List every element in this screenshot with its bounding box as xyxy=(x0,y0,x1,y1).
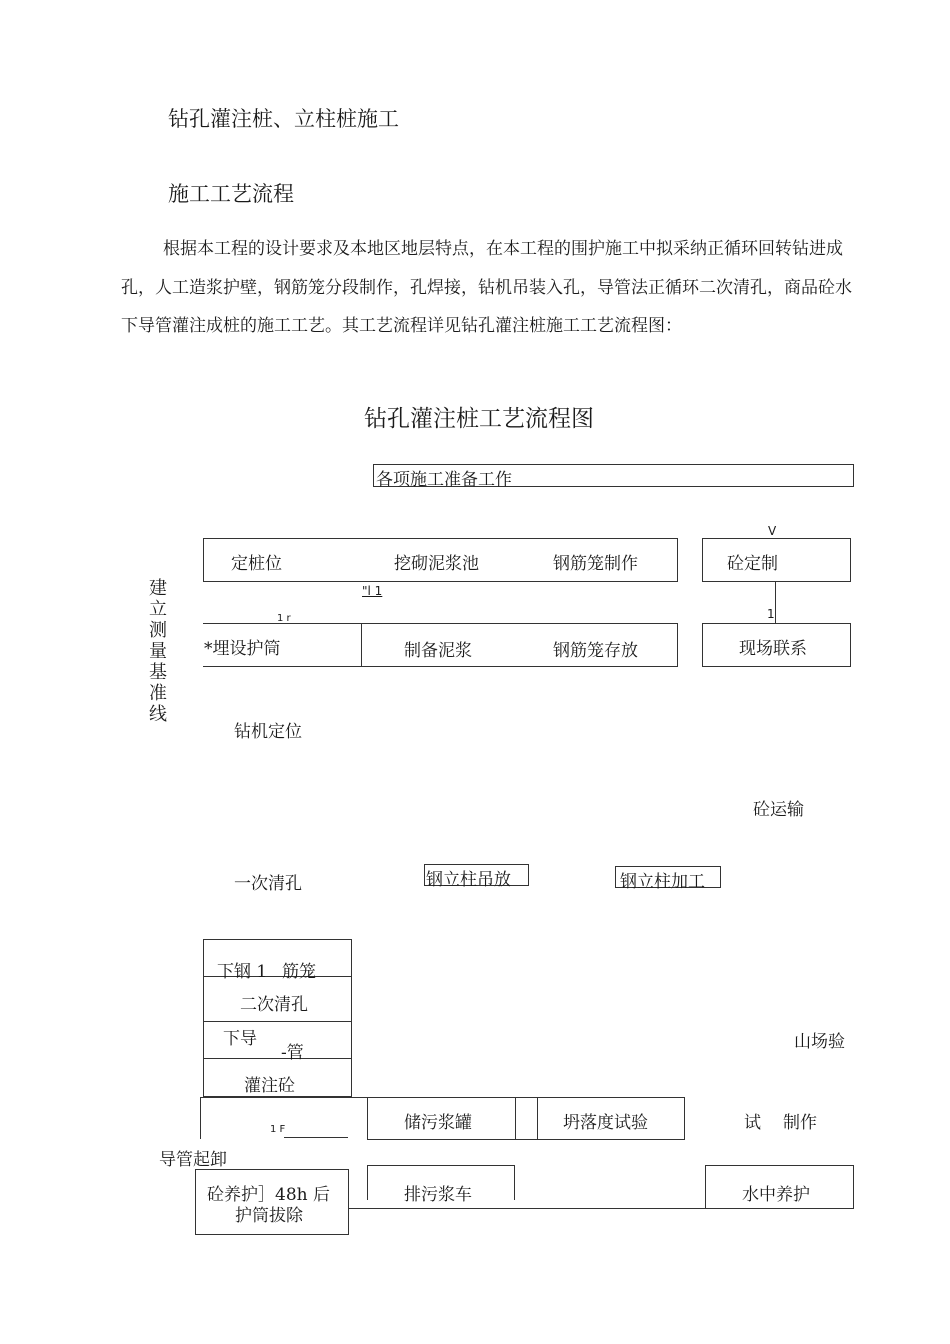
lower-pipe-label-b: -管 xyxy=(281,1043,304,1063)
water-curing-label: 水中养护 xyxy=(742,1185,810,1205)
survey-baseline-label: 建立测量基准线 xyxy=(149,578,167,725)
slurry-truck-right xyxy=(514,1165,515,1200)
rebar-cage-make-label: 钢筋笼制作 xyxy=(553,554,638,574)
slurry-truck-top xyxy=(367,1165,515,1166)
row2-right-edge xyxy=(677,623,678,666)
curing-label-a: 砼养护］48h 后 xyxy=(207,1185,330,1205)
slurry-truck-label: 排污浆车 xyxy=(404,1185,472,1205)
curing-label-b: 护筒拔除 xyxy=(235,1206,303,1226)
prepare-mud-label: 制备泥浆 xyxy=(404,641,472,661)
flowchart-title: 钻孔灌注桩工艺流程图 xyxy=(364,406,594,432)
drill-position-label: 钻机定位 xyxy=(234,722,302,742)
bottom-row-divider-3 xyxy=(537,1097,538,1139)
second-clean-label: 二次清孔 xyxy=(240,995,308,1015)
bottom-row-divider-1 xyxy=(367,1097,368,1139)
stake-position-label: 定桩位 xyxy=(231,554,282,574)
stack-divider-3 xyxy=(203,1058,352,1059)
test-make-label-a: 试 xyxy=(744,1113,761,1133)
mark-l1: "l 1 xyxy=(362,584,383,598)
prep-label: 各项施工准备工作 xyxy=(376,470,512,490)
lower-pipe-label-a: 下导 xyxy=(223,1029,257,1049)
connector-line xyxy=(775,582,776,624)
mark-1r: 1 r xyxy=(277,613,291,624)
row2-bottom-line xyxy=(203,666,678,667)
bottom-row-top-line xyxy=(200,1097,685,1098)
row2-top-line xyxy=(203,623,678,624)
rebar-cage-store-label: 钢筋笼存放 xyxy=(553,641,638,661)
arrow-mark-v: V xyxy=(768,524,777,538)
section-heading: 钻孔灌注桩、立柱桩施工 xyxy=(168,107,399,131)
bottom-row-left-edge xyxy=(200,1097,201,1139)
column-hoist-label: 钢立柱吊放 xyxy=(426,870,511,890)
mud-pit-label: 挖砌泥浆池 xyxy=(394,554,479,574)
bottom-row-right-edge xyxy=(684,1097,685,1139)
column-process-label: 钢立柱加工 xyxy=(620,872,705,892)
body-paragraph: 根据本工程的设计要求及本地区地层特点，在本工程的围护施工中拟采纳正循环回转钻进成孔，人工造浆护壁，钢筋笼分段制作，孔焊接，钻机吊装入孔，导管法正循环二次清孔，商品砼水下导管灌注成桩的施工工艺。其工艺流程详见钻孔灌注桩施工工艺流程图： xyxy=(121,239,852,336)
pipe-remove-label: 导管起卸 xyxy=(159,1150,227,1170)
mark-1: 1 xyxy=(767,607,775,621)
concrete-transport-label: 砼运输 xyxy=(753,800,804,820)
lower-cage-label-a: 下钢 1 xyxy=(217,962,268,982)
subsection-heading: 施工工艺流程 xyxy=(168,182,294,206)
lower-cage-label-b: 筋笼 xyxy=(282,962,316,982)
onsite-check-label: 山场验 xyxy=(794,1032,845,1052)
casing-label: *埋设护筒 xyxy=(204,639,281,659)
test-make-label-b: 制作 xyxy=(783,1113,817,1133)
first-clean-label: 一次清孔 xyxy=(234,874,302,894)
stack-divider-2 xyxy=(203,1021,352,1022)
slurry-truck-left xyxy=(367,1165,368,1200)
row2-divider xyxy=(361,623,362,666)
slurry-tank-label: 储污浆罐 xyxy=(404,1113,472,1133)
bottom-row-bottom-line xyxy=(367,1139,685,1140)
mark-1f: 1 F xyxy=(270,1124,286,1135)
slump-test-label: 坍落度试验 xyxy=(563,1113,648,1133)
pour-concrete-label: 灌注砼 xyxy=(244,1076,295,1096)
mark-underline xyxy=(284,1137,348,1138)
site-contact-label: 现场联系 xyxy=(739,639,807,659)
concrete-order-label: 砼定制 xyxy=(727,554,778,574)
bottom-row-divider-2 xyxy=(515,1097,516,1139)
